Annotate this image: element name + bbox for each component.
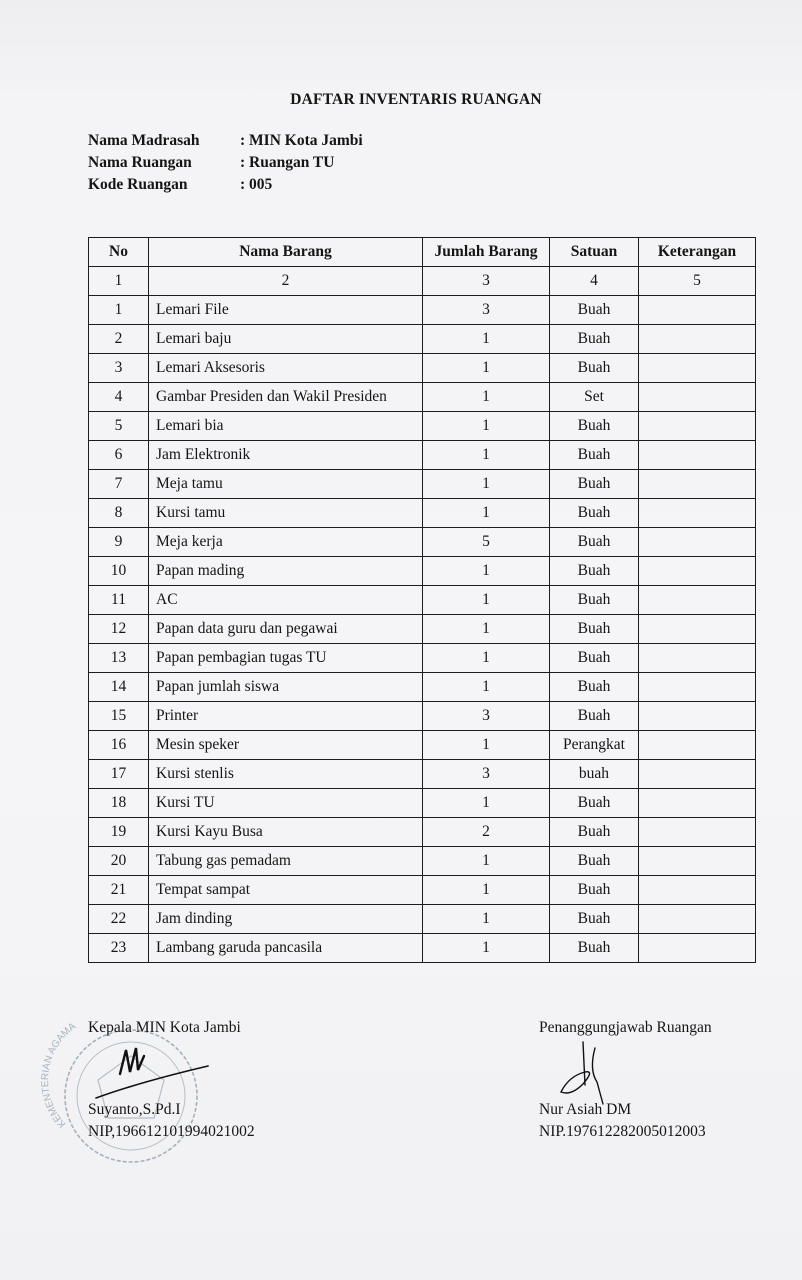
cell-note <box>639 934 756 963</box>
table-row <box>89 934 756 963</box>
cell-qty: 1 <box>423 470 550 499</box>
table-row <box>89 847 756 876</box>
header-name: Nama Barang <box>149 238 423 267</box>
cell-unit: Buah <box>550 499 639 528</box>
table-row <box>89 789 756 818</box>
cell-name: Papan mading <box>149 557 423 586</box>
cell-note <box>639 760 756 789</box>
cell-qty: 3 <box>423 760 550 789</box>
cell-note <box>639 296 756 325</box>
meta-label: Nama Madrasah <box>88 132 200 149</box>
table-row <box>89 470 756 499</box>
cell-no: 15 <box>89 702 149 731</box>
table-row <box>89 528 756 557</box>
cell-note <box>639 470 756 499</box>
table-row <box>89 354 756 383</box>
cell-qty: 1 <box>423 557 550 586</box>
column-index-row <box>89 267 756 296</box>
cell-name: Lemari Aksesoris <box>149 354 423 383</box>
cell-note <box>639 673 756 702</box>
cell-qty: 1 <box>423 934 550 963</box>
svg-text:KEMENTERIAN AGAMA <box>40 1021 78 1130</box>
meta-row-madrasah <box>88 130 363 152</box>
cell-unit: Buah <box>550 673 639 702</box>
cell-name: Printer <box>149 702 423 731</box>
cell-qty: 1 <box>423 876 550 905</box>
table-row <box>89 644 756 673</box>
cell-qty: 1 <box>423 615 550 644</box>
cell-unit: Buah <box>550 557 639 586</box>
cell-note <box>639 876 756 905</box>
column-index: 1 <box>89 267 149 296</box>
document-meta <box>88 130 363 196</box>
stamp-text: KEMENTERIAN AGAMA <box>39 1021 78 1130</box>
cell-unit: Set <box>550 383 639 412</box>
signature-block-right <box>539 1017 712 1143</box>
table-row <box>89 499 756 528</box>
cell-note <box>639 412 756 441</box>
meta-label: Kode Ruangan <box>88 176 188 193</box>
cell-qty: 5 <box>423 528 550 557</box>
table-row <box>89 557 756 586</box>
cell-unit: Buah <box>550 644 639 673</box>
column-index: 2 <box>149 267 423 296</box>
meta-value: : MIN Kota Jambi <box>240 132 363 149</box>
cell-name: Papan jumlah siswa <box>149 673 423 702</box>
cell-qty: 1 <box>423 847 550 876</box>
cell-name: Kursi Kayu Busa <box>149 818 423 847</box>
cell-unit: Perangkat <box>550 731 639 760</box>
cell-unit: Buah <box>550 876 639 905</box>
cell-no: 18 <box>89 789 149 818</box>
cell-unit: Buah <box>550 818 639 847</box>
cell-unit: Buah <box>550 412 639 441</box>
cell-no: 8 <box>89 499 149 528</box>
cell-qty: 1 <box>423 789 550 818</box>
inventory-table <box>88 237 756 963</box>
cell-note <box>639 644 756 673</box>
cell-no: 13 <box>89 644 149 673</box>
document-title: DAFTAR INVENTARIS RUANGAN <box>290 91 542 108</box>
cell-note <box>639 383 756 412</box>
cell-no: 12 <box>89 615 149 644</box>
cell-no: 21 <box>89 876 149 905</box>
table-row <box>89 586 756 615</box>
meta-value: : 005 <box>240 176 273 193</box>
signer-role: Kepala MIN Kota Jambi <box>88 1019 241 1036</box>
cell-unit: Buah <box>550 296 639 325</box>
cell-no: 10 <box>89 557 149 586</box>
cell-no: 22 <box>89 905 149 934</box>
cell-note <box>639 354 756 383</box>
cell-name: Gambar Presiden dan Wakil Presiden <box>149 383 423 412</box>
signer-nip: NIP,196612101994021002 <box>88 1123 255 1140</box>
cell-name: Jam Elektronik <box>149 441 423 470</box>
cell-no: 17 <box>89 760 149 789</box>
column-index: 4 <box>550 267 639 296</box>
cell-name: Papan pembagian tugas TU <box>149 644 423 673</box>
table-row <box>89 412 756 441</box>
cell-unit: Buah <box>550 905 639 934</box>
signer-role: Penanggungjawab Ruangan <box>539 1019 712 1036</box>
cell-no: 19 <box>89 818 149 847</box>
cell-unit: Buah <box>550 528 639 557</box>
cell-unit: Buah <box>550 702 639 731</box>
table-row <box>89 876 756 905</box>
cell-name: AC <box>149 586 423 615</box>
cell-note <box>639 586 756 615</box>
cell-name: Lemari baju <box>149 325 423 354</box>
cell-name: Lambang garuda pancasila <box>149 934 423 963</box>
cell-qty: 1 <box>423 586 550 615</box>
cell-note <box>639 905 756 934</box>
cell-unit: Buah <box>550 586 639 615</box>
cell-no: 2 <box>89 325 149 354</box>
cell-no: 14 <box>89 673 149 702</box>
meta-value: : Ruangan TU <box>240 154 335 171</box>
cell-note <box>639 818 756 847</box>
cell-unit: Buah <box>550 325 639 354</box>
cell-note <box>639 731 756 760</box>
cell-unit: Buah <box>550 441 639 470</box>
column-index: 3 <box>423 267 550 296</box>
cell-no: 16 <box>89 731 149 760</box>
cell-no: 3 <box>89 354 149 383</box>
table-row <box>89 731 756 760</box>
cell-qty: 3 <box>423 296 550 325</box>
meta-label: Nama Ruangan <box>88 154 192 171</box>
table-header-row <box>89 238 756 267</box>
signature-block-left <box>88 1017 255 1143</box>
cell-unit: Buah <box>550 934 639 963</box>
table-row <box>89 673 756 702</box>
cell-no: 23 <box>89 934 149 963</box>
signer-name: Suyanto,S.Pd.I <box>88 1101 181 1118</box>
cell-qty: 1 <box>423 441 550 470</box>
cell-name: Kursi stenlis <box>149 760 423 789</box>
cell-name: Kursi TU <box>149 789 423 818</box>
signer-name: Nur Asiah DM <box>539 1101 632 1118</box>
cell-no: 4 <box>89 383 149 412</box>
cell-note <box>639 528 756 557</box>
cell-unit: buah <box>550 760 639 789</box>
table-row <box>89 760 756 789</box>
cell-unit: Buah <box>550 789 639 818</box>
cell-name: Tabung gas pemadam <box>149 847 423 876</box>
cell-note <box>639 325 756 354</box>
cell-note <box>639 499 756 528</box>
meta-row-ruangan <box>88 152 363 174</box>
table-row <box>89 383 756 412</box>
cell-name: Meja kerja <box>149 528 423 557</box>
cell-name: Papan data guru dan pegawai <box>149 615 423 644</box>
cell-no: 1 <box>89 296 149 325</box>
cell-unit: Buah <box>550 470 639 499</box>
cell-qty: 1 <box>423 673 550 702</box>
cell-note <box>639 441 756 470</box>
cell-note <box>639 702 756 731</box>
signer-nip: NIP.197612282005012003 <box>539 1123 706 1140</box>
cell-qty: 1 <box>423 354 550 383</box>
table-row <box>89 325 756 354</box>
cell-unit: Buah <box>550 847 639 876</box>
cell-no: 11 <box>89 586 149 615</box>
cell-name: Lemari bia <box>149 412 423 441</box>
cell-note <box>639 557 756 586</box>
table-row <box>89 441 756 470</box>
meta-row-kode <box>88 174 363 196</box>
cell-qty: 1 <box>423 499 550 528</box>
cell-note <box>639 789 756 818</box>
cell-unit: Buah <box>550 354 639 383</box>
header-qty: Jumlah Barang <box>423 238 550 267</box>
cell-name: Kursi tamu <box>149 499 423 528</box>
cell-note <box>639 847 756 876</box>
table-row <box>89 296 756 325</box>
cell-qty: 1 <box>423 644 550 673</box>
header-note: Keterangan <box>639 238 756 267</box>
cell-qty: 3 <box>423 702 550 731</box>
cell-name: Mesin speker <box>149 731 423 760</box>
table-row <box>89 615 756 644</box>
cell-note <box>639 615 756 644</box>
cell-name: Tempat sampat <box>149 876 423 905</box>
table-row <box>89 818 756 847</box>
cell-qty: 1 <box>423 383 550 412</box>
header-unit: Satuan <box>550 238 639 267</box>
cell-no: 20 <box>89 847 149 876</box>
cell-no: 9 <box>89 528 149 557</box>
cell-qty: 1 <box>423 731 550 760</box>
cell-unit: Buah <box>550 615 639 644</box>
cell-name: Jam dinding <box>149 905 423 934</box>
table-row <box>89 905 756 934</box>
cell-qty: 2 <box>423 818 550 847</box>
cell-no: 7 <box>89 470 149 499</box>
cell-no: 5 <box>89 412 149 441</box>
cell-qty: 1 <box>423 325 550 354</box>
cell-name: Meja tamu <box>149 470 423 499</box>
header-no: No <box>89 238 149 267</box>
cell-no: 6 <box>89 441 149 470</box>
cell-name: Lemari File <box>149 296 423 325</box>
cell-qty: 1 <box>423 412 550 441</box>
cell-qty: 1 <box>423 905 550 934</box>
table-row <box>89 702 756 731</box>
column-index: 5 <box>639 267 756 296</box>
